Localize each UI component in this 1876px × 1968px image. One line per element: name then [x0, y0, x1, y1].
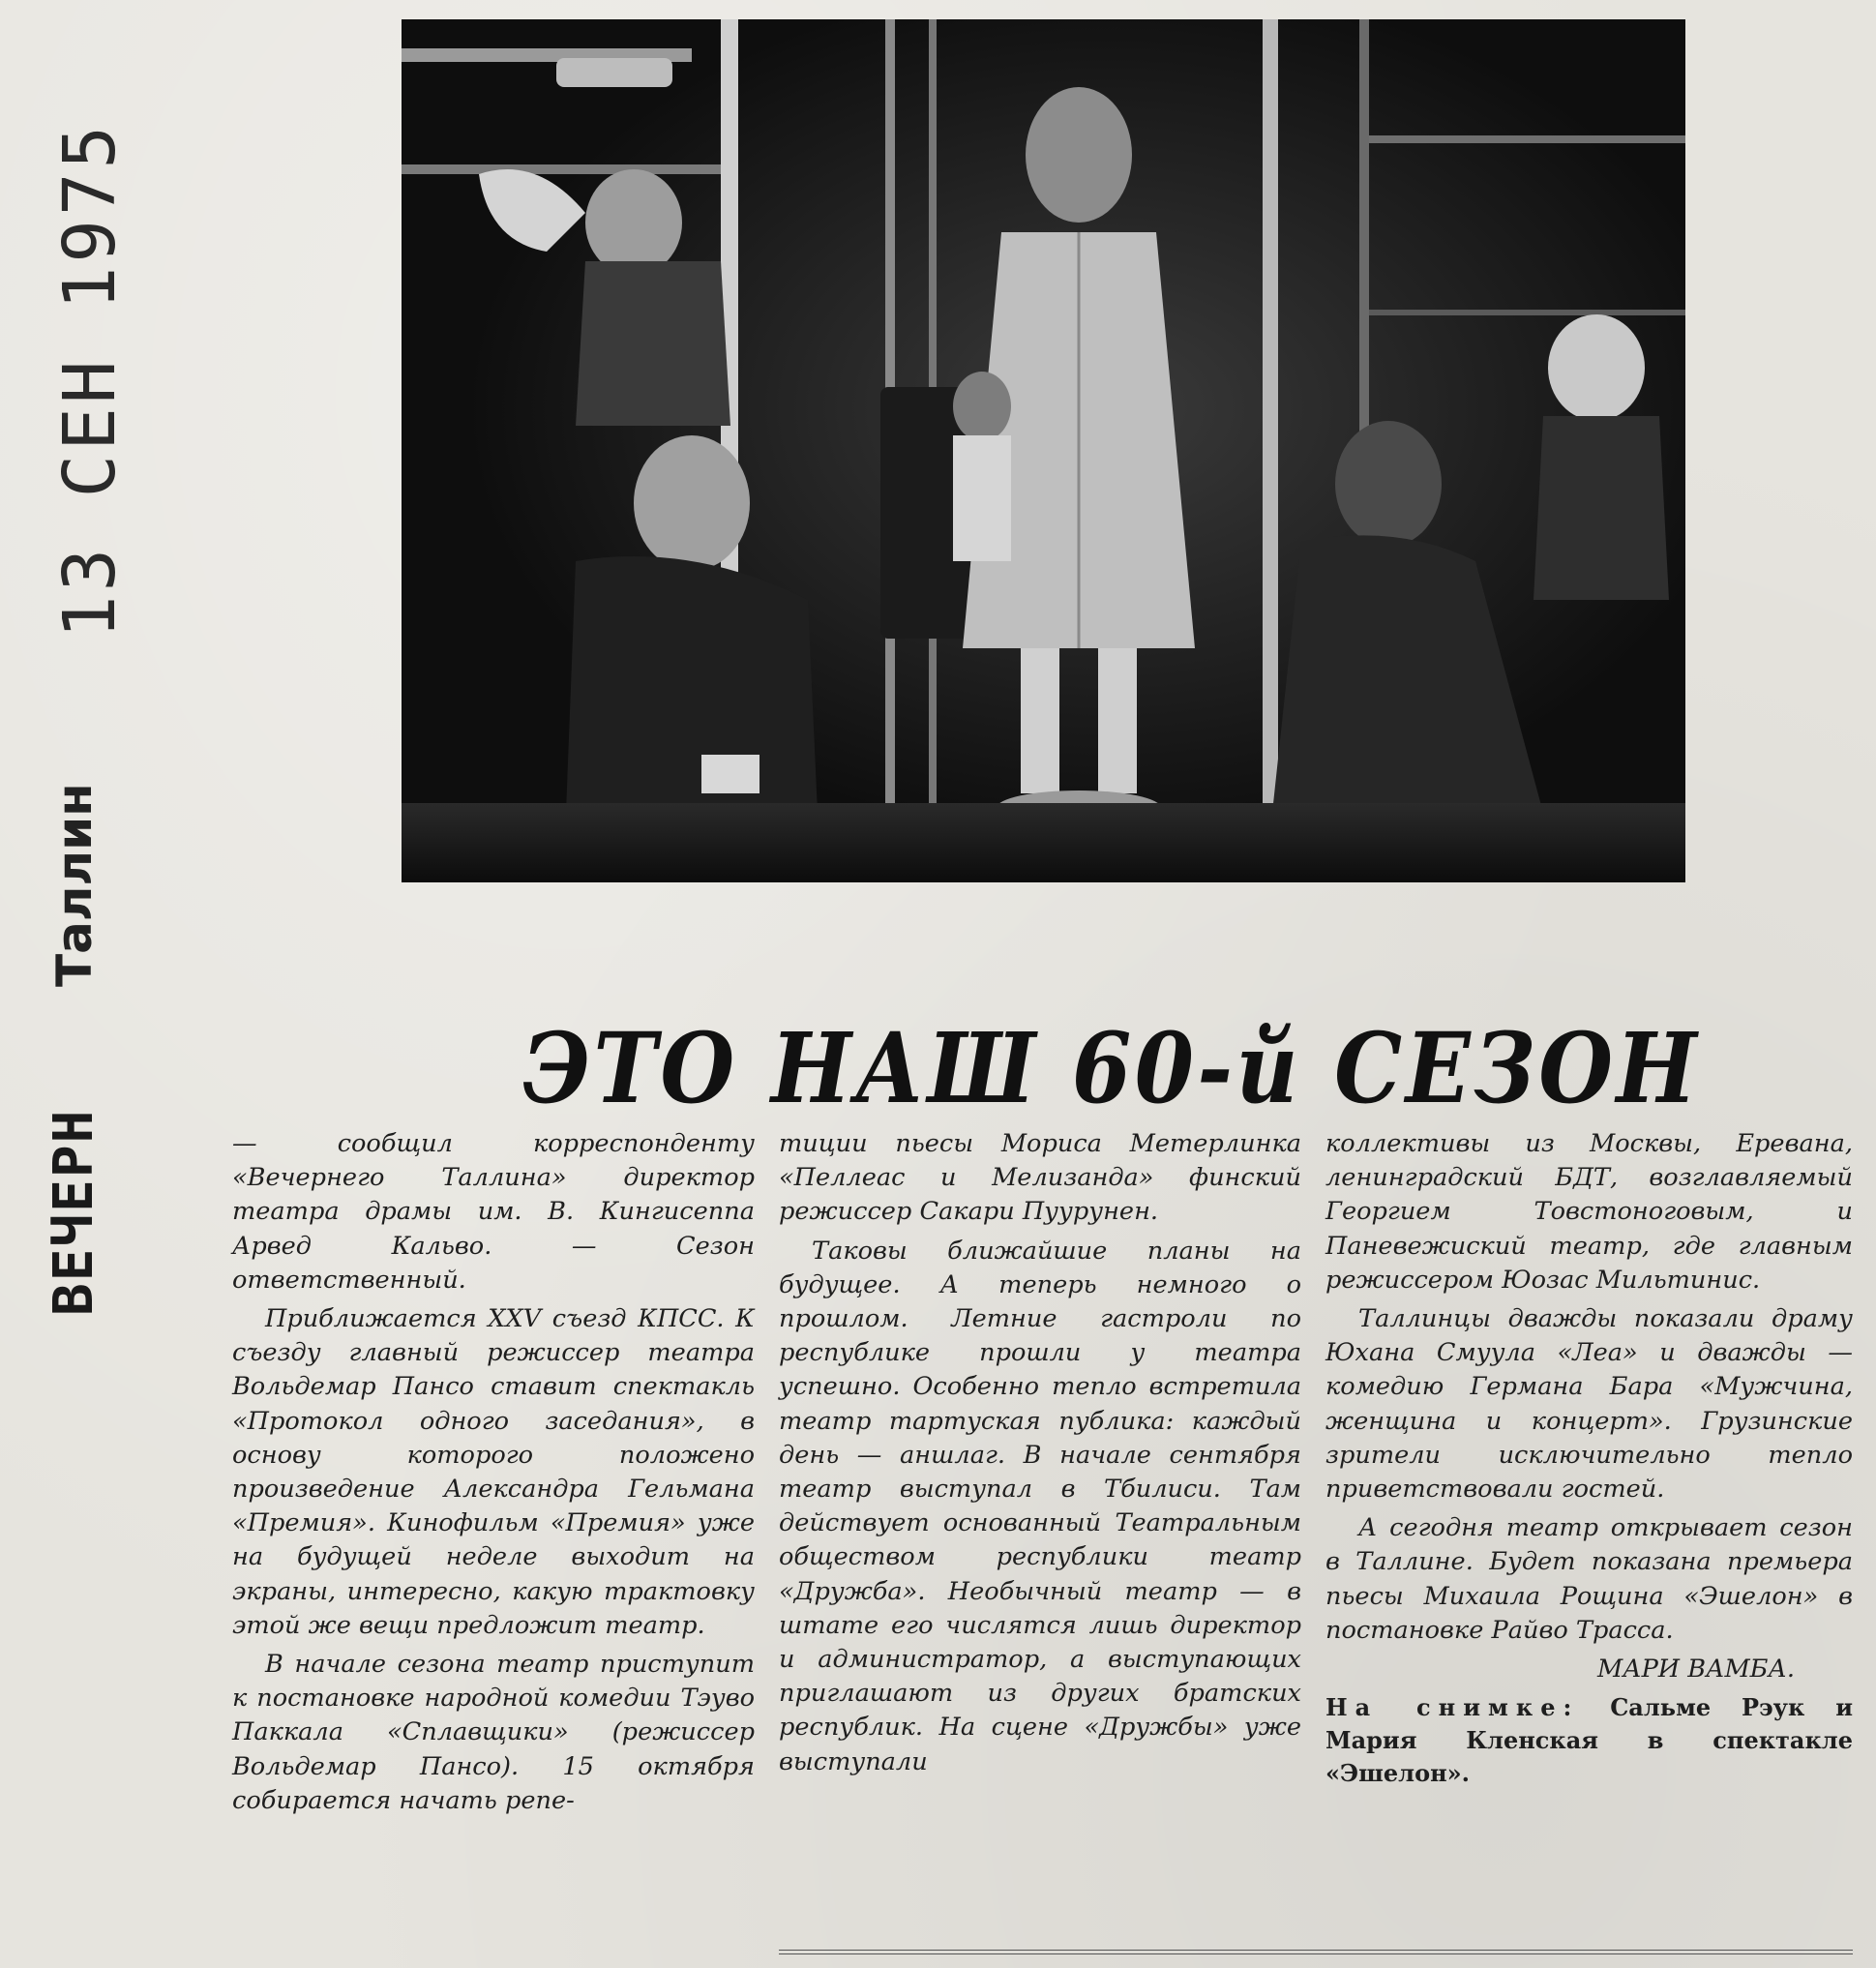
newspaper-name-text: ВЕЧЕРН [43, 1108, 105, 1316]
headline: ЭТО НАШ 60-й СЕЗОН [522, 1011, 1701, 1125]
author-signature: МАРИ ВАМБА. [1597, 1655, 1795, 1685]
paragraph: Таллинцы дважды показали драму Юхана Смуула «Леа» и дважды — комедию Германа Бара «Мужчина, женщина и концерт». Грузинские зрители исключительно тепло приветствовали гостей. [1325, 1304, 1853, 1505]
article-column-2 [779, 1127, 1301, 1784]
photo-caption [1325, 1691, 1853, 1790]
paragraph: Приближается XXV съезд КПСС. К съезду главный режиссер театра Вольдемар Пансо ставит спектакль «Протокол одного заседания», в основу которого положено произведение Александра Гельмана «Премия». Кинофильм «Премия» уже на будущей неделе выходит на экраны, интересно, какую трактовку этой же вещи предложит театр. [232, 1304, 755, 1640]
paragraph: тиции пьесы Мориса Метерлинка «Пеллеас и Мелизанда» финский режиссер Сакари Пуурунен. [779, 1129, 1301, 1227]
paragraph: Таковы ближайшие планы на будущее. А теперь немного о прошлом. Летние гастроли по республике прошли у театра успешно. Особенно тепло встретила театр тартуская публика: каждый день — аншлаг. В начале сентября театр выступал в Тбилиси. Там действует основанный Театральным обществом республики театр «Дружба». Необычный театр — в штате его числятся лишь директор и администратор, а выступающих приглашают из других братских республик. На сцене «Дружбы» уже выступали [779, 1236, 1301, 1776]
bottom-rule [779, 1950, 1853, 1954]
stage-photo-drawing [402, 19, 1685, 882]
paragraph: А сегодня театр открывает сезон в Таллине. Будет показана премьера пьесы Михаила Рощина «Эшелон» в постановке Райво Трасса. [1325, 1513, 1853, 1645]
bleed-through-marks [1808, 10, 1866, 68]
newspaper-name-stamp [29, 1093, 106, 1326]
date-stamp-text: 13 СЕН 1975 [48, 121, 132, 639]
paragraph: В начале сезона театр приступит к постановке народной комедии Тэуво Паккала «Сплавщики» (режиссер Вольдемар Пансо). 15 октября собирается начать репе- [232, 1650, 755, 1815]
paragraph: — сообщил корреспонденту «Вечернего Таллина» директор театра драмы им. В. Кингисеппа Арвед Кальво. — Сезон ответственный. [232, 1129, 755, 1295]
paragraph: коллективы из Москвы, Еревана, ленинградский БДТ, возглавляемый Георгием Товстоноговым, и Паневежиский театр, где главным режиссером Юозас Мильтинис. [1325, 1129, 1853, 1295]
city-stamp-text: Таллин [46, 783, 103, 987]
caption-lead: На снимке: [1325, 1693, 1580, 1722]
article-column-1 [232, 1127, 755, 1823]
article-column-3 [1325, 1127, 1853, 1795]
date-stamp [39, 121, 145, 658]
caption-text: Сальме Рэук и Мария Кленская в спектакле «Эшелон». [1325, 1693, 1854, 1788]
stage-photo [402, 19, 1685, 882]
city-stamp [37, 764, 104, 997]
